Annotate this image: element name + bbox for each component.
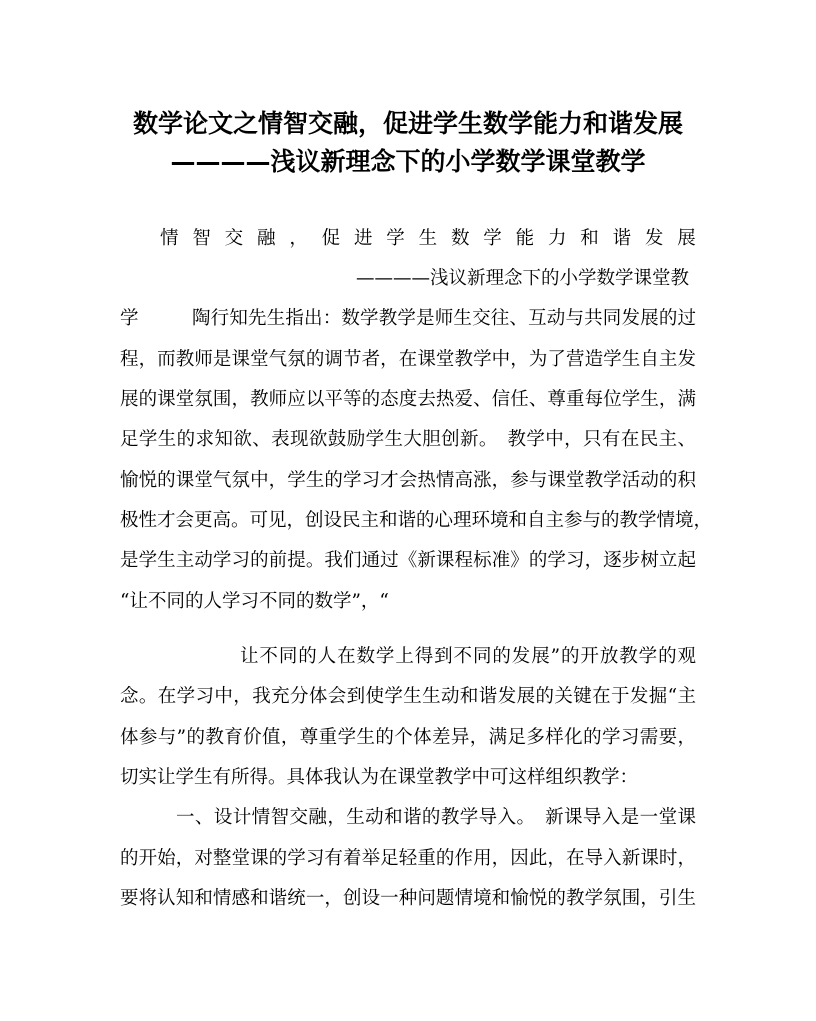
heading-char: 和: [580, 228, 599, 249]
heading-char: 发: [644, 228, 664, 249]
body-heading-spaced: [160, 227, 696, 251]
body-line: 展的课堂氛围，教师应以平等的态度去热爱、信任、尊重每位学生，满: [120, 389, 696, 410]
body-line: 是学生主动学习的前提。我们通过《新课程标准》的学习，逐步树立起: [120, 550, 696, 571]
heading-char: 能: [515, 228, 535, 249]
heading-char: 力: [547, 228, 567, 249]
body-line: 让不同的人在数学上得到不同的发展”的开放教学的观: [240, 646, 696, 667]
heading-char: 数: [450, 228, 470, 249]
body-line: 极性才会更高。可见，创设民主和谐的心理环境和自主参与的教学情境，: [120, 510, 713, 531]
body-line: 一、设计情智交融，生动和谐的教学导入。 新课导入是一堂课: [176, 807, 696, 828]
document-subtitle: ————浅议新理念下的小学数学课堂教学: [170, 147, 646, 176]
body-line: 体参与”的教育价值，尊重学生的个体差异，满足多样化的学习需要，: [120, 727, 696, 748]
heading-char: 学: [483, 228, 502, 249]
document-title: 数学论文之情智交融，促进学生数学能力和谐发展: [132, 109, 683, 138]
heading-char: ，: [289, 228, 308, 249]
body-line: 要将认知和情感和谐统一，创设一种问题情境和愉悦的教学氛围，引生: [120, 888, 696, 909]
body-line: 切实让学生有所得。具体我认为在课堂教学中可这样组织教学：: [120, 767, 639, 788]
body-line: 足学生的求知欲、表现欲鼓励学生大胆创新。 教学中，只有在民主、: [120, 429, 696, 450]
heading-char: 智: [192, 228, 211, 249]
heading-char: 进: [353, 228, 373, 249]
body-heading-sub: ————浅议新理念下的小学数学课堂教: [356, 268, 690, 289]
body-line: 的开始，对整堂课的学习有着举足轻重的作用，因此，在导入新课时，: [120, 848, 696, 869]
body-line: 程，而教师是课堂气氛的调节者，在课堂教学中，为了营造学生自主发: [120, 349, 696, 370]
heading-char: 谐: [612, 228, 632, 249]
heading-char: 情: [160, 228, 179, 249]
body-line: 愉悦的课堂气氛中，学生的学习才会热情高涨，参与课堂教学活动的积: [120, 470, 696, 491]
heading-char: 生: [418, 228, 438, 249]
heading-char: 学: [386, 228, 405, 249]
body-line: 念。在学习中，我充分体会到使学生生动和谐发展的关键在于发掘“主: [120, 686, 696, 707]
heading-char: 展: [677, 228, 696, 249]
body-line: 陶行知先生指出：数学教学是师生交往、互动与共同发展的过: [192, 308, 696, 329]
heading-char: 促: [321, 228, 341, 249]
heading-char: 融: [256, 228, 276, 249]
body-line: “让不同的人学习不同的数学”，“: [120, 591, 389, 612]
body-line: 学: [120, 308, 139, 329]
heading-char: 交: [224, 228, 244, 249]
